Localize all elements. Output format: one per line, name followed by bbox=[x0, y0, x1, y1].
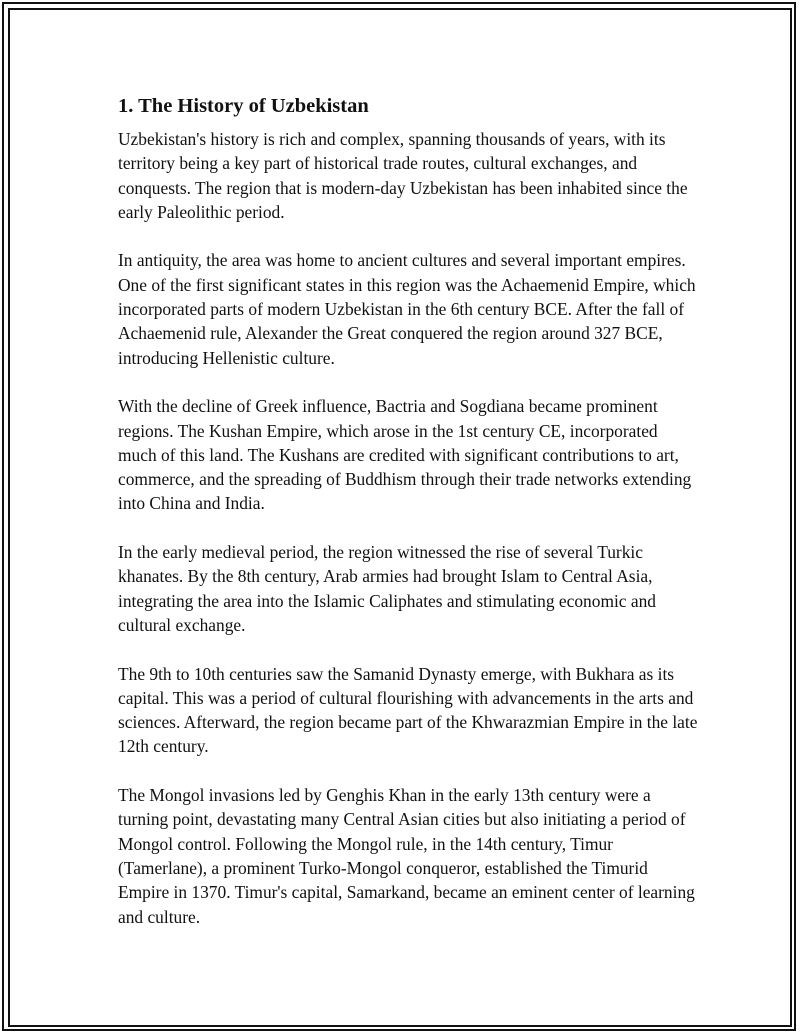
paragraph-kushan: With the decline of Greek influence, Bactria and Sogdiana became prominent regions. The Kushan Empire, which arose in the 1st century CE, incorporated much of this land. The Kushans are credited with significant contributions to art, commerce, and the spreading of Buddhism through their trade networks extending into China and India. bbox=[118, 396, 692, 514]
section-heading: 1. The History of Uzbekistan bbox=[118, 95, 369, 117]
paragraph-mongol: The Mongol invasions led by Genghis Khan in the early 13th century were a turning point, devastating many Central Asian cities but also initiating a period of Mongol control. Following the Mongol rule, in the 14th century, Timur (Tamerlane), a prominent Turko-Mongol conqueror, established the Timurid Empire in 1370. Timur's capital, Samarkand, became an eminent center of learning and culture. bbox=[118, 785, 695, 927]
paragraph-medieval: In the early medieval period, the region witnessed the rise of several Turkic khanates. By the 8th century, Arab armies had brought Islam to Central Asia, integrating the area into the Islamic Caliphates and stimulating economic and cultural exchange. bbox=[118, 542, 656, 635]
paragraph-samanid: The 9th to 10th centuries saw the Samanid Dynasty emerge, with Bukhara as its capital. This was a period of cultural flourishing with advancements in the arts and sciences. Afterward, the region became part of the Khwarazmian Empire in the late 12th century. bbox=[118, 663, 698, 757]
paragraph-antiquity: In antiquity, the area was home to ancient cultures and several important empires. One of the first significant states in this region was the Achaemenid Empire, which incorporated parts of modern Uzbekistan in the 6th century BCE. After the fall of Achaemenid rule, Alexander the Great conquered the region around 327 BCE, introducing Hellenistic culture. bbox=[118, 250, 696, 368]
paragraph-intro: Uzbekistan's history is rich and complex, spanning thousands of years, with its territory being a key part of historical trade routes, cultural exchanges, and conquests. The region that is modern-day Uzbekistan has been inhabited since the early Paleolithic period. bbox=[118, 129, 688, 222]
document-body bbox=[118, 92, 698, 953]
